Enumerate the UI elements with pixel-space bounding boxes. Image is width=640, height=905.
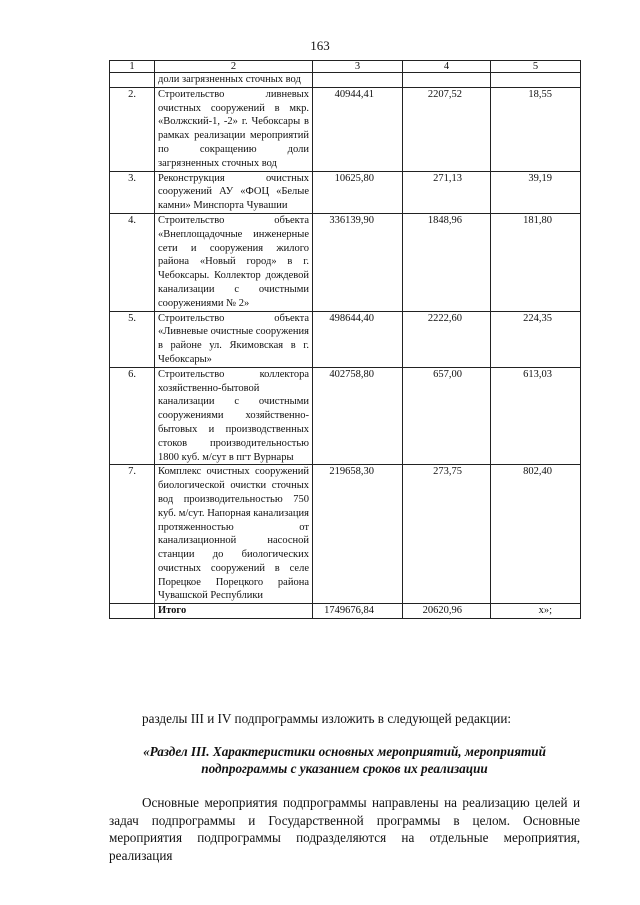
row-number: 6. bbox=[110, 367, 155, 465]
table-row bbox=[110, 465, 581, 604]
header-cell: 1 bbox=[110, 61, 155, 73]
row-value-col4: 2207,52 bbox=[403, 87, 491, 171]
row-value-col3 bbox=[313, 73, 403, 88]
section-heading: «Раздел III. Характеристики основных мероприятий, мероприятий подпрограммы с указанием сроков их реализации bbox=[143, 744, 546, 776]
row-number: 2. bbox=[110, 87, 155, 171]
row-value-col5: 613,03 bbox=[491, 367, 581, 465]
row-value-col3: 336139,90 bbox=[313, 213, 403, 311]
table-row bbox=[110, 213, 581, 311]
row-name: Строительство объекта «Ливневые очистные сооружения в районе ул. Якимовская в г. Чебоксары» bbox=[155, 311, 313, 367]
row-number: 7. bbox=[110, 465, 155, 604]
row-name: Строительство объекта «Внеплощадочные инженерные сети и сооружения жилого района «Новый город» в г. Чебоксары. Коллектор дождевой канализации с очистными сооружениями № 2» bbox=[155, 213, 313, 311]
row-name: Комплекс очистных сооружений биологической очистки сточных вод производительностью 750 куб. м/сут. Напорная канализация протяженностью от канализационной насосной станции до биологических очистных сооружений в селе Порецкое Порецкого района Чувашской Республики bbox=[155, 465, 313, 604]
row-value-col4: 1848,96 bbox=[403, 213, 491, 311]
row-value-col3: 219658,30 bbox=[313, 465, 403, 604]
row-value-col5 bbox=[491, 73, 581, 88]
amendment-text: разделы III и IV подпрограммы изложить в следующей редакции: bbox=[142, 711, 512, 726]
row-value-col3: 498644,40 bbox=[313, 311, 403, 367]
body-paragraph: Основные мероприятия подпрограммы направлены на реализацию целей и задач подпрограммы и Государственной программы в целом. Основные мероприятия подпрограммы подразделяются на отдельные мероприятия, реализация bbox=[109, 795, 580, 863]
row-name: Строительство ливневых очистных сооружений в мкр. «Волжский-1, -2» г. Чебоксары в рамках реализации мероприятий по сокращению доли загрязненных сточных вод bbox=[155, 87, 313, 171]
row-value-col5: 224,35 bbox=[491, 311, 581, 367]
row-value-col3: 10625,80 bbox=[313, 171, 403, 213]
table-row bbox=[110, 87, 581, 171]
header-cell: 4 bbox=[403, 61, 491, 73]
header-cell: 5 bbox=[491, 61, 581, 73]
row-number bbox=[110, 73, 155, 88]
header-cell: 3 bbox=[313, 61, 403, 73]
row-number: 3. bbox=[110, 171, 155, 213]
row-number: 5. bbox=[110, 311, 155, 367]
row-value-col4: 657,00 bbox=[403, 367, 491, 465]
total-empty-cell bbox=[110, 604, 155, 619]
table-total-row bbox=[110, 604, 581, 619]
row-value-col3: 40944,41 bbox=[313, 87, 403, 171]
row-value-col5: 181,80 bbox=[491, 213, 581, 311]
total-label: Итого bbox=[155, 604, 313, 619]
row-value-col4: 2222,60 bbox=[403, 311, 491, 367]
row-name: Строительство коллектора хозяйственно-бытовой канализации с очистными сооружениями хозяйственно-бытовых и производственных стоков производительностью 1800 куб. м/сут в пгт Вурнары bbox=[155, 367, 313, 465]
row-value-col3: 402758,80 bbox=[313, 367, 403, 465]
row-value-col5: 39,19 bbox=[491, 171, 581, 213]
row-value-col4: 271,13 bbox=[403, 171, 491, 213]
measures-table bbox=[109, 60, 581, 619]
table-row bbox=[110, 367, 581, 465]
table-header-row bbox=[110, 61, 581, 73]
row-name: Реконструкция очистных сооружений АУ «ФОЦ «Белые камни» Минспорта Чувашии bbox=[155, 171, 313, 213]
table-row bbox=[110, 171, 581, 213]
header-cell: 2 bbox=[155, 61, 313, 73]
total-value-col3: 1749676,84 bbox=[313, 604, 403, 619]
row-value-col5: 18,55 bbox=[491, 87, 581, 171]
row-value-col4: 273,75 bbox=[403, 465, 491, 604]
table-row bbox=[110, 311, 581, 367]
total-value-col5: х»; bbox=[491, 604, 581, 619]
row-value-col5: 802,40 bbox=[491, 465, 581, 604]
row-value-col4 bbox=[403, 73, 491, 88]
page-number: 163 bbox=[310, 38, 330, 53]
total-value-col4: 20620,96 bbox=[403, 604, 491, 619]
row-name: доли загрязненных сточных вод bbox=[155, 73, 313, 88]
row-number: 4. bbox=[110, 213, 155, 311]
table-row bbox=[110, 73, 581, 88]
